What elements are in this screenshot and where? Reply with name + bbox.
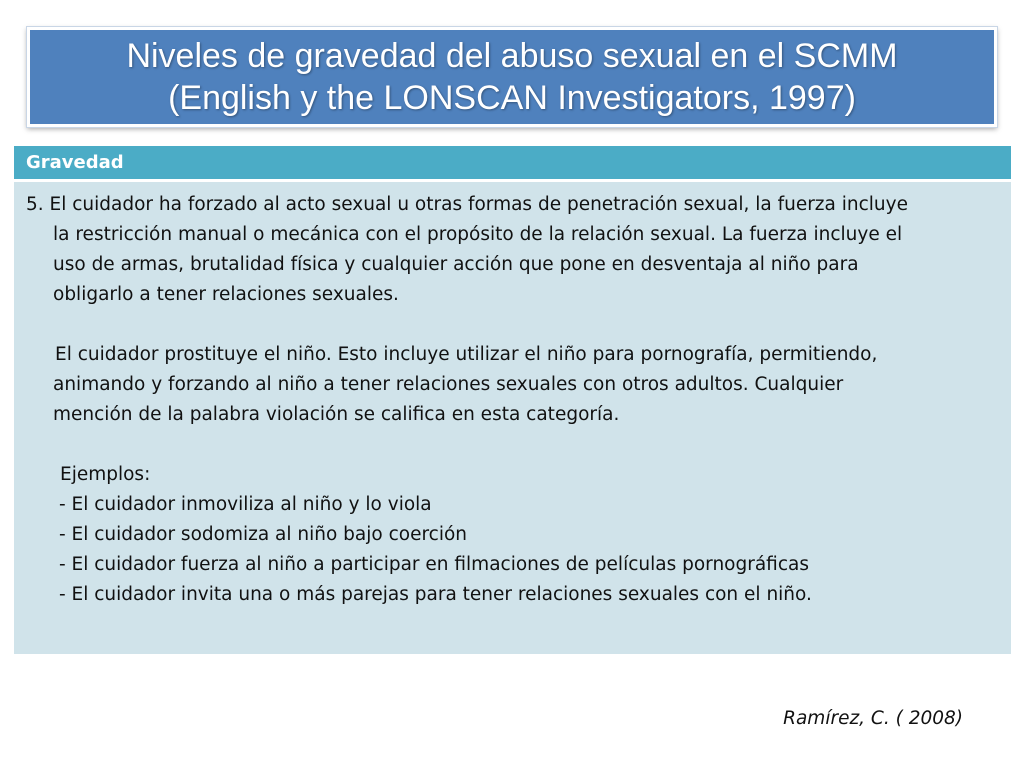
examples-section <box>26 460 995 610</box>
paragraph-line: obligarlo a tener relaciones sexuales. <box>53 284 399 305</box>
example-item: - El cuidador fuerza al niño a participar en filmaciones de películas pornográficas <box>59 554 809 575</box>
severity-table <box>14 146 1011 654</box>
paragraph-line: la restricción manual o mecánica con el propósito de la relación sexual. La fuerza incluye el <box>53 224 903 245</box>
title-line-1: Niveles de gravedad del abuso sexual en el SCMM <box>126 37 898 75</box>
example-item: - El cuidador inmoviliza al niño y lo viola <box>59 494 432 515</box>
paragraph-line: El cuidador prostituye el niño. Esto incluye utilizar el niño para pornografía, permitiendo, <box>55 344 878 365</box>
citation: Ramírez, C. ( 2008) <box>783 708 963 729</box>
example-item: - El cuidador invita una o más parejas para tener relaciones sexuales con el niño. <box>59 584 812 605</box>
paragraph-line: 5. El cuidador ha forzado al acto sexual u otras formas de penetración sexual, la fuerza incluye <box>26 194 908 215</box>
examples-heading: Ejemplos: <box>60 464 151 485</box>
table-header <box>14 146 1011 182</box>
paragraph-line: uso de armas, brutalidad física y cualquier acción que pone en desventaja al niño para <box>53 254 859 275</box>
paragraph-prostitution <box>26 340 995 430</box>
title-line-2: (English y the LONSCAN Investigators, 1997) <box>168 79 856 117</box>
table-header-label: Gravedad <box>26 152 124 173</box>
paragraph-line: animando y forzando al niño a tener relaciones sexuales con otros adultos. Cualquier <box>53 374 844 395</box>
table-body <box>14 182 1011 654</box>
slide-title <box>27 27 997 127</box>
paragraph-line: mención de la palabra violación se califica en esta categoría. <box>53 404 620 425</box>
paragraph-level-5 <box>26 190 995 310</box>
example-item: - El cuidador sodomiza al niño bajo coerción <box>59 524 468 545</box>
